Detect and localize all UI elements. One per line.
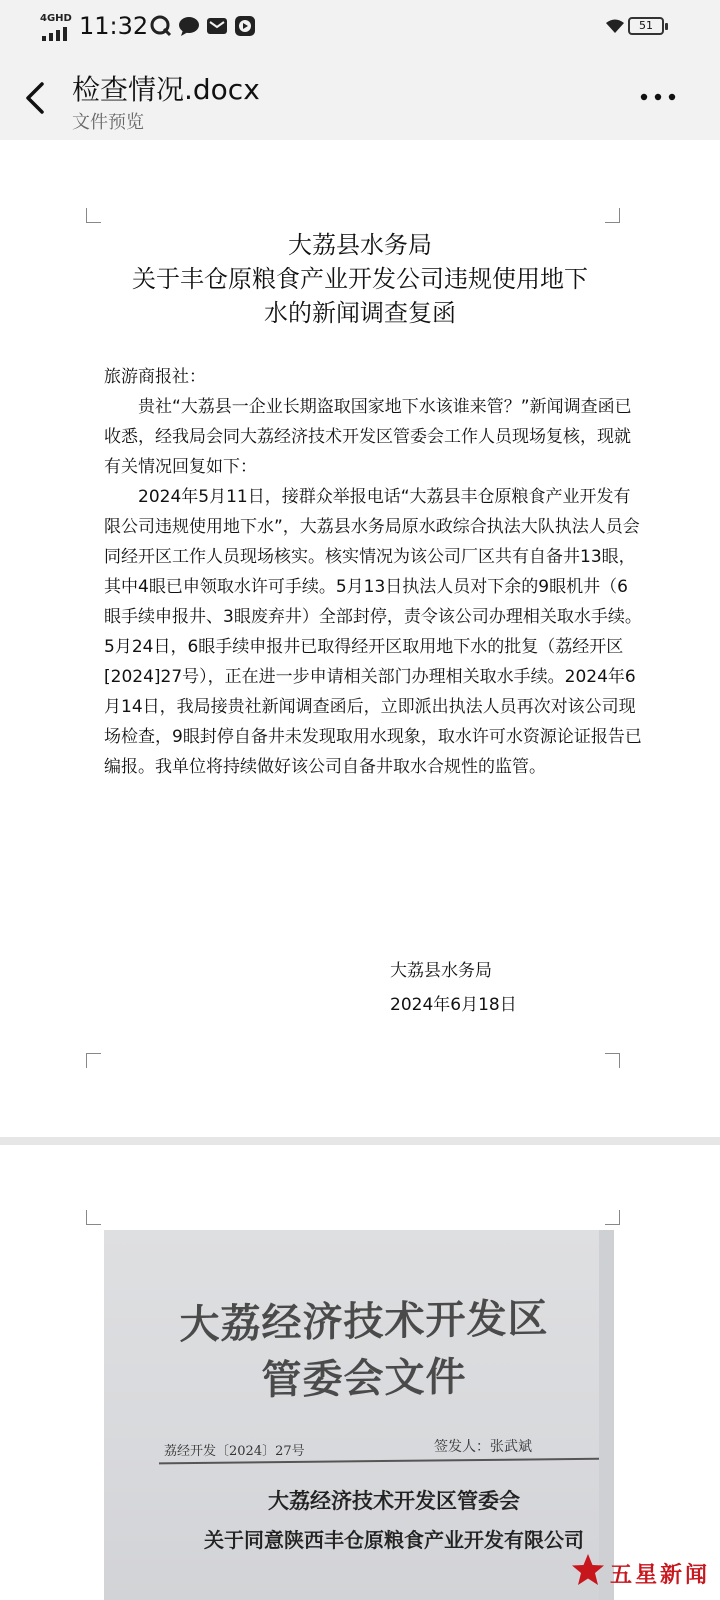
wifi-icon (605, 18, 625, 34)
title-line: 水的新闻调查复函 (264, 299, 456, 327)
document-viewer[interactable] (0, 140, 720, 1600)
document-body (104, 362, 644, 782)
file-preview-subtitle: 文件预览 (72, 112, 144, 133)
scan-edge-shadow (599, 1230, 614, 1600)
signal-bars-icon (42, 27, 72, 41)
more-dots-icon[interactable] (636, 82, 680, 112)
status-bar (0, 0, 720, 56)
page-corner-mark (86, 208, 101, 223)
play-icon (234, 15, 256, 37)
signature-block (390, 954, 517, 1022)
document-title (100, 228, 620, 330)
title-line: 关于丰仓原粮食产业开发公司违规使用地下 (132, 265, 588, 293)
page-corner-mark (605, 1210, 620, 1225)
q-app-icon (150, 15, 172, 37)
signature-org: 大荔县水务局 (390, 961, 492, 981)
network-type-label: 4GHD (40, 13, 72, 24)
page-corner-mark (86, 1053, 101, 1068)
red-star-icon (570, 1552, 606, 1588)
scan-org-name: 大荔经济技术开发区管委会 (268, 1488, 520, 1513)
clock: 11:32 (79, 12, 149, 40)
scan-doc-number: 荔经开发〔2024〕27号 (164, 1444, 305, 1459)
page-separator (0, 1137, 720, 1145)
page-corner-mark (86, 1210, 101, 1225)
watermark-text: 五星新闻 (610, 1562, 711, 1588)
page-corner-mark (605, 208, 620, 223)
back-arrow-icon[interactable] (18, 78, 54, 118)
battery-icon (628, 17, 664, 35)
chat-bubble-icon (178, 15, 200, 37)
title-line: 大荔县水务局 (288, 231, 432, 259)
cellular-signal (40, 13, 72, 24)
mail-icon (206, 15, 228, 37)
body-paragraph: 2024年5月11日，接群众举报电话“大荔县丰仓原粮食产业开发有限公司违规使用地下水”，大荔县水务局原水政综合执法大队执法人员会同经开区工作人员现场核实。核实情况为该公司厂区共有自备井13眼，其中4眼已申领取水许可手续。5月13日执法人员对下余的9眼机井（6眼手续申报井、3眼废弃井）全部封停，责令该公司办理相关取水手续。5月24日，6眼手续申报井已取得经开区取用地下水的批复（荔经开区[2024]27号），正在进一步申请相关部门办理相关取水手续。2024年6月14日，我局接贵社新闻调查函后，立即派出执法人员再次对该公司现场检查，9眼封停自备井未发现取用水现象，取水许可水资源论证报告已编报。我单位将持续做好该公司自备井取水合规性的监管。 (104, 487, 642, 777)
scanned-document-image (104, 1230, 614, 1600)
scan-header-text: 大荔经济技术开发区管委会文件 (179, 1294, 549, 1404)
body-paragraph: 贵社“大荔县一企业长期盗取国家地下水该谁来管？”新闻调查函已收悉，经我局会同大荔经济技术开发区管委会工作人员现场复核，现就有关情况回复如下： (104, 397, 632, 477)
salutation: 旅游商报社： (104, 367, 206, 387)
battery-level: 51 (639, 19, 653, 32)
scan-issuer: 签发人：张武斌 (434, 1439, 532, 1455)
signature-date: 2024年6月18日 (390, 995, 517, 1015)
page-corner-mark (605, 1053, 620, 1068)
file-name-title: 检查情况.docx (72, 73, 260, 106)
scan-subject: 关于同意陕西丰仓原粮食产业开发有限公司 (204, 1528, 584, 1552)
app-header (0, 56, 720, 140)
